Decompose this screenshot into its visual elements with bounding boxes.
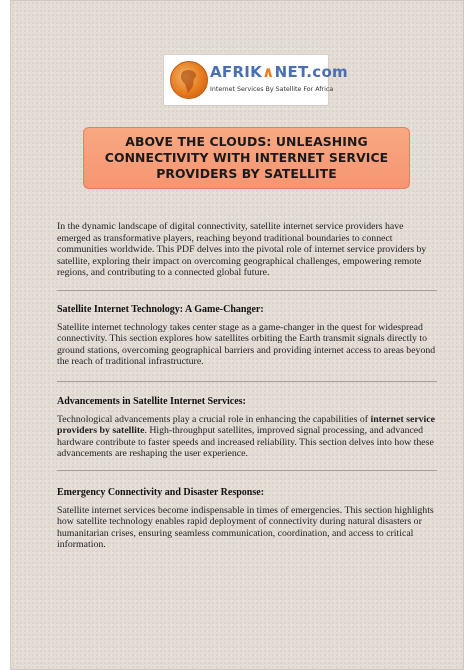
section-satellite-technology [57,304,437,368]
brand-tagline: Internet Services By Satellite For Africa [210,86,334,93]
brand-name-part-a: AFRIK [210,63,263,81]
section-paragraph: Satellite internet services become indispensable in times of emergencies. This section highlights how satellite technology enables rapid deployment of connectivity during natural disasters or humanitarian crises, ensuring seamless communication, coordination, and access to critical information. [57,504,434,551]
paragraph-text: . High-throughput satellites, improved signal processing, and advanced hardware contribute to faster speeds and increased reliability. This section delves into how these advancements are reshaping the user experience. [57,425,434,460]
title-banner [83,127,410,189]
section-divider [57,381,437,382]
intro-paragraph: In the dynamic landscape of digital connectivity, satellite internet service providers have emerged as transformative players, reaching beyond traditional boundaries to connect communities worldwide. This PDF delves into the pivotal role of internet service providers by satellite, exploring their impact on overcoming geographical challenges, empowering remote regions, and contributing to a connected global future. [57,221,427,279]
section-divider [57,470,437,471]
section-emergency-connectivity [57,487,437,551]
section-advancements [57,396,437,460]
paragraph-text: Technological advancements play a crucial role in enhancing the capabilities of [57,413,371,425]
section-heading: Emergency Connectivity and Disaster Response: [57,487,265,498]
section-paragraph: Satellite internet technology takes center stage as a game-changer in the quest for widespread connectivity. This section explores how satellites orbiting the Earth transmit signals directly to ground stations, overcoming geographical barriers and providing internet access to areas beyond the reach of traditional infrastructure. [57,321,436,368]
section-heading: Satellite Internet Technology: A Game-Changer: [57,304,264,315]
section-heading: Advancements in Satellite Internet Services: [57,396,246,407]
keyword-link[interactable]: internet service providers by satellite [57,413,435,437]
brand-logo [163,54,348,106]
section-divider [57,290,437,291]
intro-section [57,221,437,279]
document-page [10,0,464,670]
brand-name-part-b: NET.com [274,63,348,81]
africa-globe-icon [170,61,208,99]
brand-a-accent: ∧ [262,63,275,81]
section-paragraph [57,414,437,460]
page-title: ABOVE THE CLOUDS: UNLEASHING CONNECTIVITY WITH INTERNET SERVICE PROVIDERS BY SATELLITE [104,134,389,181]
brand-name [210,63,348,81]
